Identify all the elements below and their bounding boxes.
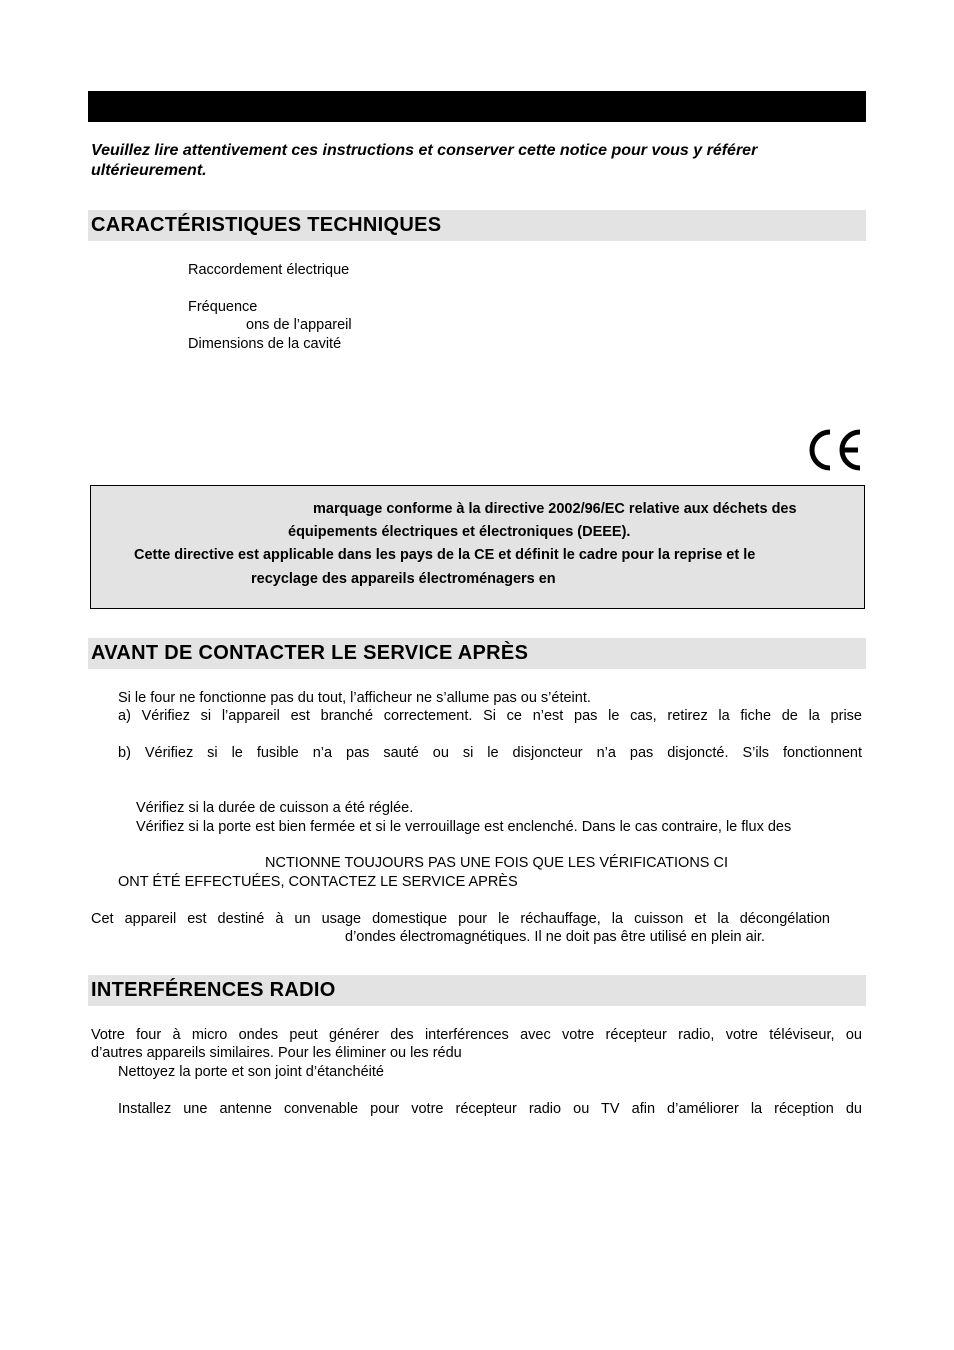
section-title-service <box>88 638 866 669</box>
service-line: Vérifiez si la durée de cuisson a été réglée. <box>136 800 414 816</box>
section-title-service-text: AVANT DE CONTACTER LE SERVICE APRÈS <box>91 642 529 664</box>
section-title-radio-text: INTERFÉRENCES RADIO <box>91 979 336 1001</box>
service-line: NCTIONNE TOUJOURS PAS UNE FOIS QUE LES VÉRIFICATIONS CI <box>265 855 728 871</box>
section-title-specs <box>88 210 866 241</box>
spec-line: Raccordement électrique <box>188 262 350 278</box>
section-title-radio <box>88 975 866 1006</box>
section-title-specs-text: CARACTÉRISTIQUES TECHNIQUES <box>91 214 442 236</box>
header-bar <box>88 91 866 122</box>
deee-line: recyclage des appareils électroménagers en <box>251 571 556 587</box>
deee-line: Cette directive est applicable dans les pays de la CE et définit le cadre pour la reprise et le <box>134 547 756 563</box>
service-line: d’ondes électromagnétiques. Il ne doit pas être utilisé en plein air. <box>345 929 765 945</box>
radio-line: Nettoyez la porte et son joint d’étanchéité <box>118 1064 384 1080</box>
ce-mark <box>804 427 864 478</box>
radio-line: d’autres appareils similaires. Pour les éliminer ou les rédu <box>91 1045 462 1061</box>
spec-line: ons de l’appareil <box>246 317 352 333</box>
spec-line: Dimensions de la cavité <box>188 336 342 352</box>
service-line: Cet appareil est destiné à un usage domestique pour le réchauffage, la cuisson et la décongélation <box>91 911 830 927</box>
service-line: Vérifiez si la porte est bien fermée et si le verrouillage est enclenché. Dans le cas contraire, le flux des <box>136 819 792 835</box>
deee-line: marquage conforme à la directive 2002/96/EC relative aux déchets des <box>313 501 797 517</box>
intro-text: Veuillez lire attentivement ces instructions et conserver cette notice pour vous y référer ultérieurement. <box>91 142 758 179</box>
spec-line: Fréquence <box>188 299 258 315</box>
deee-line: équipements électriques et électroniques (DEEE). <box>288 524 631 540</box>
radio-line: Votre four à micro ondes peut générer des interférences avec votre récepteur radio, votre téléviseur, ou <box>91 1027 862 1043</box>
radio-line: Installez une antenne convenable pour votre récepteur radio ou TV afin d’améliorer la réception du <box>118 1101 862 1117</box>
service-line: ONT ÉTÉ EFFECTUÉES, CONTACTEZ LE SERVICE APRÈS <box>118 874 518 890</box>
service-line: Si le four ne fonctionne pas du tout, l’afficheur ne s’allume pas ou s’éteint. <box>118 690 591 706</box>
service-line: b) Vérifiez si le fusible n’a pas sauté ou si le disjoncteur n’a pas disjoncté. S’ils fonctionnent <box>118 745 862 761</box>
service-line: a) Vérifiez si l’appareil est branché correctement. Si ce n’est pas le cas, retirez la fiche de la prise <box>118 708 862 724</box>
